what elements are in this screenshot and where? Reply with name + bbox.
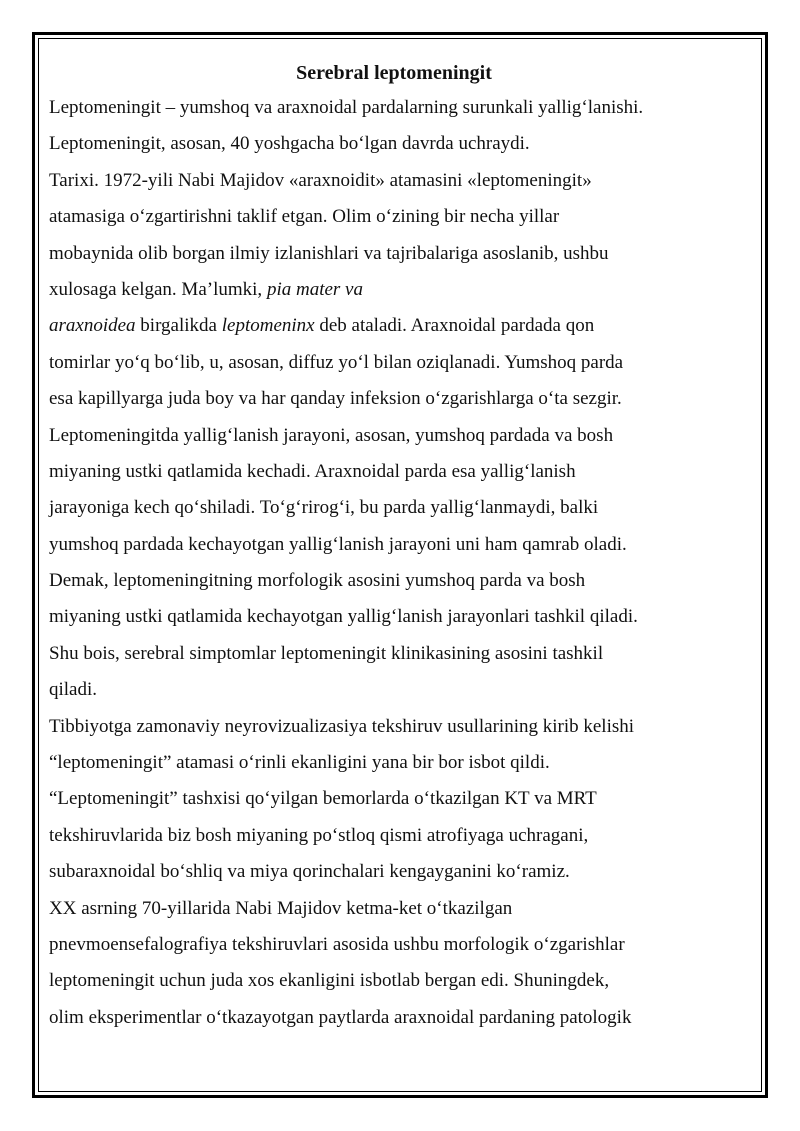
text-line-14: Demak, leptomeningitning morfologik asosini yumshoq parda va bosh <box>49 570 586 592</box>
text-line-19: “leptomeningit” atamasi o‘rinli ekanligini yana bir bor isbot qildi. <box>49 752 550 774</box>
page-title: Serebral leptomeningit <box>296 62 492 84</box>
text-line-1: Leptomeningit – yumshoq va araxnoidal pardalarning surunkali yallig‘lanishi. <box>49 97 644 118</box>
text-line-16: Shu bois, serebral simptomlar leptomeningit klinikasining asosini tashkil <box>49 642 604 664</box>
text-line-8: tomirlar yo‘q bo‘lib, u, asosan, diffuz yo‘l bilan oziqlanadi. Yumshoq parda <box>49 351 624 373</box>
text-line-2: Leptomeningit, asosan, 40 yoshgacha bo‘lgan davrda uchraydi. <box>49 133 530 155</box>
text-line-20: “Leptomeningit” tashxisi qo‘yilgan bemorlarda o‘tkazilgan KT va MRT <box>49 788 597 810</box>
text-line-18: Tibbiyotga zamonaviy neyrovizualizasiya tekshiruv usullarining kirib kelishi <box>49 715 635 737</box>
text-line-12: jarayoniga kech qo‘shiladi. To‘g‘rirog‘i, bu parda yallig‘lanmaydi, balki <box>49 497 599 519</box>
italic-term-pia-mater: pia mater va <box>266 278 363 300</box>
text-line-9: esa kapillyarga juda boy va har qanday infeksion o‘zgarishlarga o‘ta sezgir. <box>49 388 622 410</box>
text-segment: birgalikda <box>135 315 222 337</box>
text-line-11: miyaning ustki qatlamida kechadi. Araxnoidal parda esa yallig‘lanish <box>49 460 576 482</box>
document-body <box>49 56 739 1036</box>
text-line-13: yumshoq pardada kechayotgan yallig‘lanish jarayoni uni ham qamrab oladi. <box>49 533 627 555</box>
text-line-6 <box>49 272 739 308</box>
italic-term-araxnoidea: araxnoidea <box>49 315 136 337</box>
text-line-15: miyaning ustki qatlamida kechayotgan yallig‘lanish jarayonlari tashkil qiladi. <box>49 606 638 628</box>
text-line-26: olim eksperimentlar o‘tkazayotgan paytlarda araxnoidal pardaning patologik <box>49 1006 632 1028</box>
text-line-23: XX asrning 70-yillarida Nabi Majidov ketma-ket o‘tkazilgan <box>49 897 513 919</box>
text-line-4: atamasiga o‘zgartirishni taklif etgan. Olim o‘zining bir necha yillar <box>49 206 560 228</box>
text-line-24: pnevmoensefalografiya tekshiruvlari asosida ushbu morfologik o‘zgarishlar <box>49 933 625 955</box>
text-segment: deb ataladi. Araxnoidal pardada qon <box>314 315 595 337</box>
text-line-5: mobaynida olib borgan ilmiy izlanishlari va tajribalariga asoslanib, ushbu <box>49 242 609 264</box>
text-segment: xulosaga kelgan. Ma’lumki, <box>49 278 267 300</box>
text-line-3: Tarixi. 1972-yili Nabi Majidov «araxnoidit» atamasini «leptomeningit» <box>49 169 592 191</box>
text-line-22: subaraxnoidal bo‘shliq va miya qorinchalari kengayganini ko‘ramiz. <box>49 861 570 883</box>
text-line-21: tekshiruvlarida biz bosh miyaning po‘stloq qismi atrofiyaga uchragani, <box>49 824 589 846</box>
italic-term-leptomeninx: leptomeninx <box>221 315 315 337</box>
text-line-10: Leptomeningitda yallig‘lanish jarayoni, asosan, yumshoq pardada va bosh <box>49 424 614 446</box>
text-line-17: qiladi. <box>49 679 98 701</box>
text-line-7 <box>49 308 739 344</box>
text-line-25: leptomeningit uchun juda xos ekanligini isbotlab bergan edi. Shuningdek, <box>49 970 610 992</box>
